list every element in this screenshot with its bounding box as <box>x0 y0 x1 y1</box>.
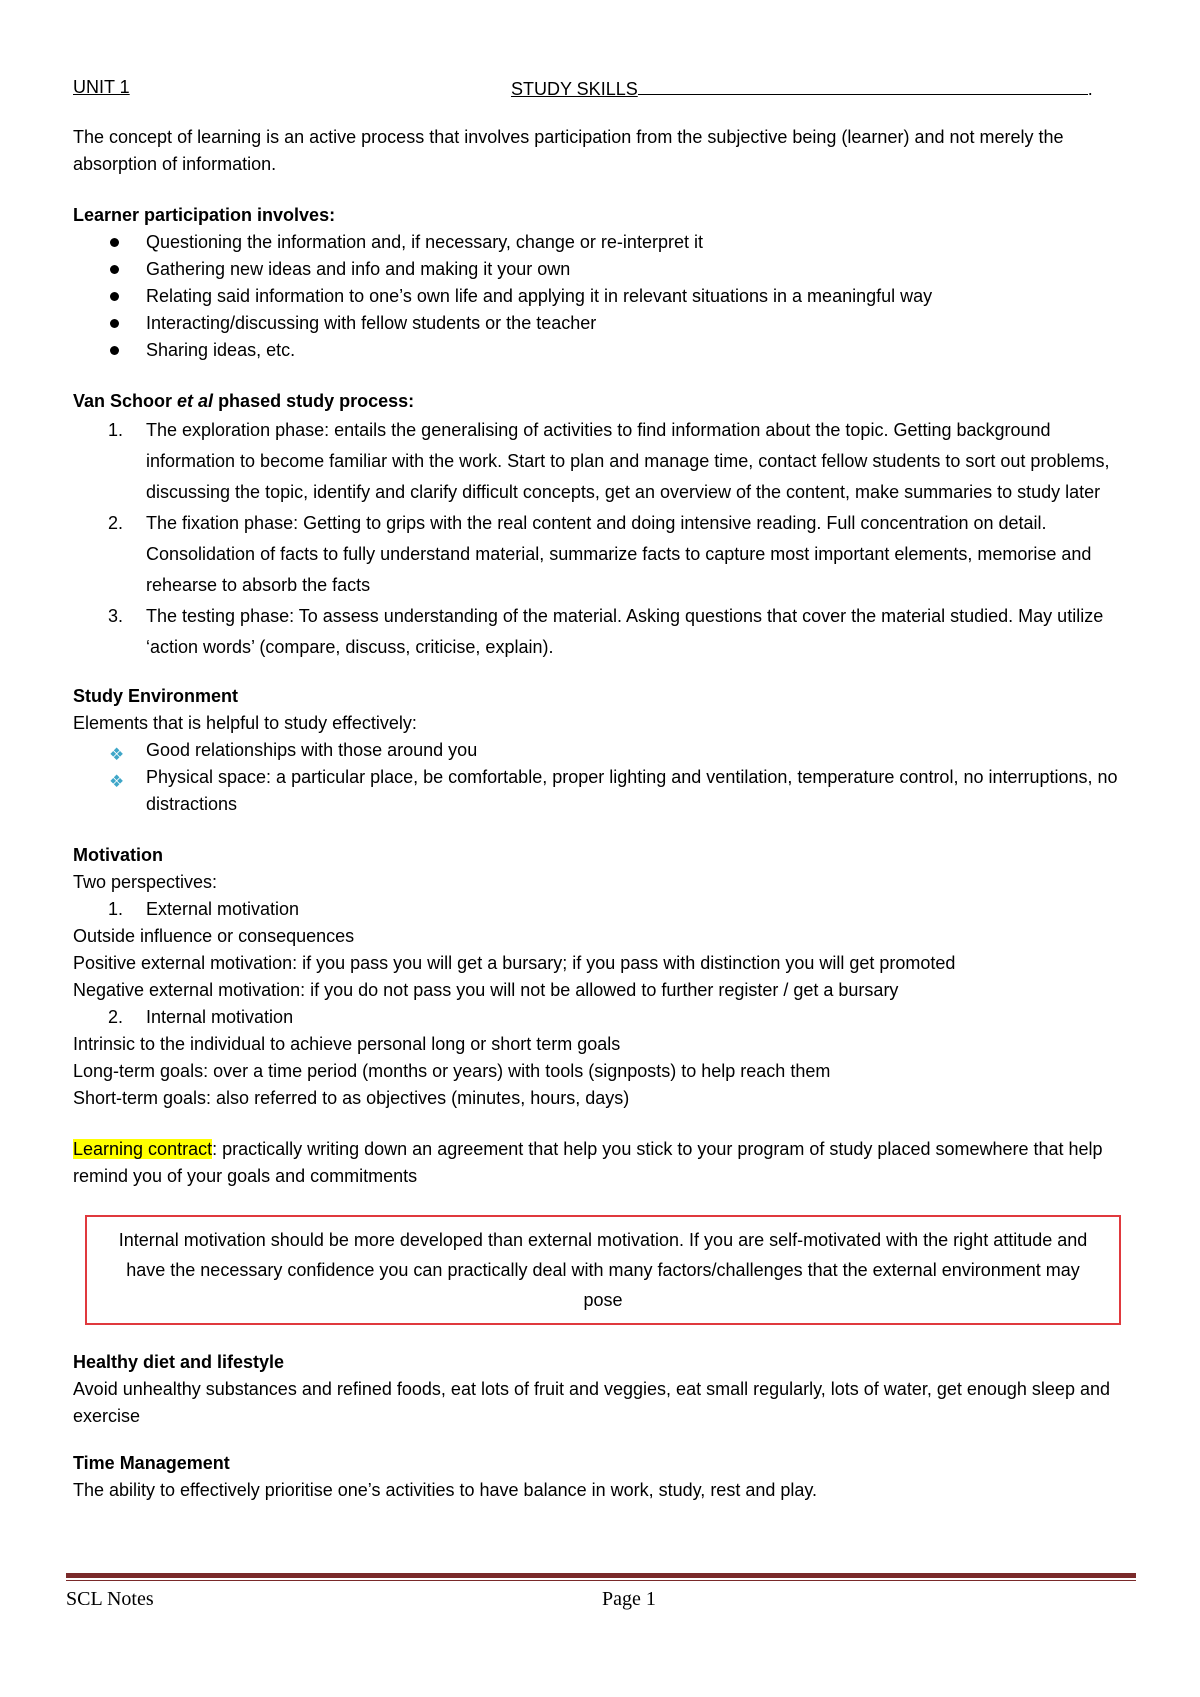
highlighted-term: Learning contract <box>73 1139 213 1159</box>
list-item: 1. The exploration phase: entails the generalising of activities to find information about the topic. Getting background information to become familiar with the work. Start to plan and manage time, contact fellow students to sort out problems, discussing the topic, identify and clarify difficult concepts, get an overview of the content, make summaries to study later <box>108 420 1110 502</box>
bullet-icon <box>110 265 119 274</box>
bullet-icon <box>110 292 119 301</box>
list-item: 2. The fixation phase: Getting to grips with the real content and doing intensive reading. Full concentration on detail. Consolidation of facts to fully understand material, summarize facts to capture most important elements, memorise and rehearse to absorb the facts <box>108 513 1092 595</box>
list-item: 2. Internal motivation <box>108 1007 294 1027</box>
page-content <box>73 74 1133 1504</box>
time-heading: Time Management <box>73 1453 230 1473</box>
list-item: Relating said information to one’s own life and applying it in relevant situations in a meaningful way <box>73 283 1133 310</box>
list-item: Interacting/discussing with fellow students or the teacher <box>73 310 1133 337</box>
list-item: Sharing ideas, etc. <box>73 337 1133 364</box>
diet-heading: Healthy diet and lifestyle <box>73 1352 285 1372</box>
external-line: Outside influence or consequences <box>73 926 355 946</box>
title-underline <box>638 74 1088 95</box>
external-line: Positive external motivation: if you pass you will get a bursary; if you pass with distinction you will get promoted <box>73 953 956 973</box>
environment-heading: Study Environment <box>73 686 239 706</box>
environment-list <box>73 737 1133 818</box>
internal-line: Short-term goals: also referred to as objectives (minutes, hours, days) <box>73 1088 630 1108</box>
unit-title <box>511 74 1131 103</box>
title-text: STUDY SKILLS <box>511 79 638 99</box>
footer-left: SCL Notes <box>66 1588 154 1610</box>
list-item: ❖ Good relationships with those around you <box>73 737 1133 764</box>
list-item: 1. External motivation <box>108 899 300 919</box>
process-heading: Van Schoor et al phased study process: <box>73 391 415 411</box>
time-text: The ability to effectively prioritise one’s activities to have balance in work, study, rest and play. <box>73 1480 818 1500</box>
bullet-icon <box>110 319 119 328</box>
internal-line: Intrinsic to the individual to achieve personal long or short term goals <box>73 1034 621 1054</box>
page-header <box>73 74 1133 104</box>
list-item: Gathering new ideas and info and making it your own <box>73 256 1133 283</box>
list-item: 3. The testing phase: To assess understanding of the material. Asking questions that cover the material studied. May utilize ‘action words’ (compare, discuss, criticise, explain). <box>108 606 1104 657</box>
internal-item <box>73 1004 1133 1031</box>
motivation-sub: Two perspectives: <box>73 872 218 892</box>
callout-box: Internal motivation should be more developed than external motivation. If you are self-motivated with the right attitude and have the necessary confidence you can practically deal with many factors/challenges that the external environment may pose <box>85 1215 1121 1325</box>
intro-paragraph: The concept of learning is an active process that involves participation from the subjective being (learner) and not merely the absorption of information. <box>73 127 1064 174</box>
external-item <box>73 896 1133 923</box>
participation-list <box>73 229 1133 364</box>
environment-sub: Elements that is helpful to study effectively: <box>73 713 417 733</box>
internal-line: Long-term goals: over a time period (months or years) with tools (signposts) to help reach them <box>73 1061 831 1081</box>
footer-rule <box>66 1573 1136 1578</box>
list-item: Questioning the information and, if necessary, change or re-interpret it <box>73 229 1133 256</box>
diamond-bullet-icon: ❖ <box>109 772 125 791</box>
contract-paragraph: Learning contract: practically writing down an agreement that help you stick to your program of study placed somewhere that help remind you of your goals and commitments <box>73 1139 1103 1186</box>
external-line: Negative external motivation: if you do not pass you will not be allowed to further register / get a bursary <box>73 980 899 1000</box>
bullet-icon <box>110 346 119 355</box>
title-end: . <box>1087 79 1093 99</box>
motivation-heading: Motivation <box>73 845 163 865</box>
unit-label: UNIT 1 <box>73 77 130 97</box>
page-number: Page 1 <box>602 1588 656 1610</box>
list-item: ❖ Physical space: a particular place, be comfortable, proper lighting and ventilation, temperature control, no interruptions, no distractions <box>109 767 1118 814</box>
process-list <box>73 415 1133 663</box>
diamond-bullet-icon: ❖ <box>109 745 125 764</box>
diet-text: Avoid unhealthy substances and refined foods, eat lots of fruit and veggies, eat small regularly, lots of water, get enough sleep and exercise <box>73 1379 1110 1426</box>
bullet-icon <box>110 238 119 247</box>
footer-rule-thin <box>66 1580 1136 1581</box>
participation-heading: Learner participation involves: <box>73 205 336 225</box>
